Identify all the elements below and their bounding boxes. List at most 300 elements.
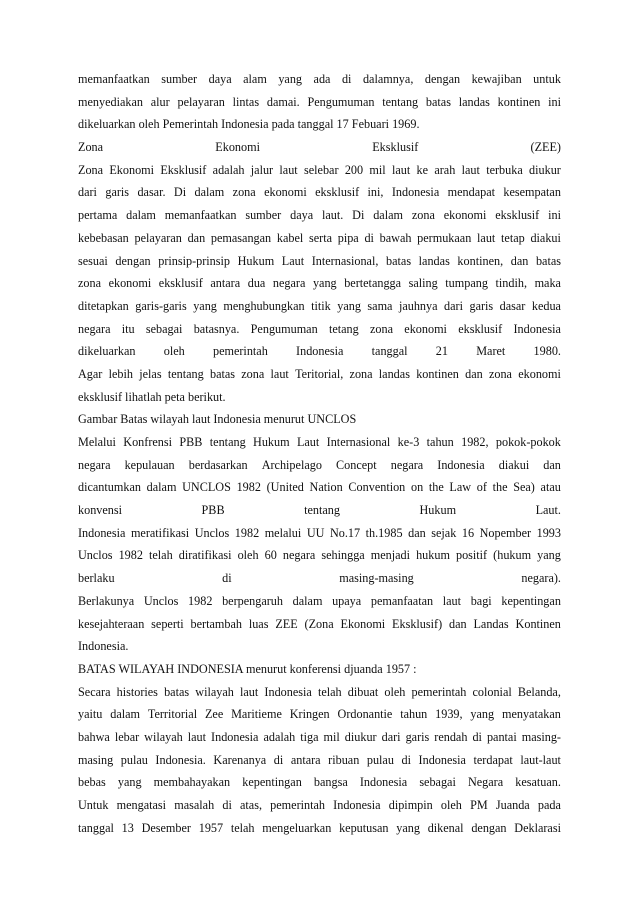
word: masing-masing (339, 571, 414, 586)
word: menghubungkan (223, 298, 305, 313)
word: pelayaran (177, 94, 225, 109)
word: kesempatan (503, 185, 561, 200)
text-line (78, 499, 561, 522)
word: negara (282, 548, 316, 563)
word: tentang (209, 435, 246, 449)
word: arah (434, 162, 456, 177)
word: menjadi (370, 548, 411, 563)
word: telah (317, 684, 342, 699)
word: sesuai (78, 253, 108, 268)
word: pada (537, 798, 561, 812)
word: tahun (426, 435, 454, 449)
word: wilayah (144, 729, 183, 744)
word: atas, (240, 798, 262, 812)
word: dari (444, 298, 463, 313)
word: on (410, 480, 424, 495)
word: keputusan (339, 820, 389, 835)
word: batas (209, 366, 236, 381)
word: menyatakan (501, 707, 561, 722)
word: zona (241, 366, 265, 381)
word: Belanda, (517, 684, 561, 699)
word: diukur (344, 729, 377, 744)
word: Negara (467, 775, 504, 790)
word: Di (173, 185, 187, 200)
word: PBB (201, 503, 225, 518)
word: dan (408, 525, 426, 540)
word: rendah (434, 729, 468, 744)
word: bertetangga (344, 276, 402, 291)
word: Hukum (253, 435, 290, 449)
word: Indonesia (391, 185, 440, 200)
word: dicantumkan (78, 480, 141, 495)
word: yang (278, 72, 303, 86)
word: pantai (486, 729, 517, 744)
word: Unclos (194, 525, 230, 540)
word: pertama (78, 208, 118, 223)
word: dan (465, 366, 483, 381)
word: laut (279, 162, 298, 177)
word: Eksklusif (372, 140, 419, 155)
word: Indonesia (264, 684, 312, 699)
word: (ZEE) (530, 140, 561, 155)
word: tanggal (78, 820, 114, 835)
word: jauhnya (398, 298, 438, 313)
text-line (78, 817, 561, 840)
word: pelayaran (134, 230, 182, 245)
word: Juanda (495, 798, 530, 812)
word: PBB (179, 435, 203, 449)
text-line (78, 590, 561, 613)
word: zona (488, 366, 512, 381)
word: 60 (264, 548, 277, 563)
word: Zona (78, 140, 104, 155)
word: Nopember (479, 525, 532, 540)
word: upaya (332, 593, 362, 608)
word: Law (449, 480, 472, 495)
word: tetap (501, 230, 525, 245)
word: mil (323, 729, 340, 744)
word: th.1985 (365, 525, 403, 540)
word: dibuat (347, 684, 379, 699)
word: ribuan (328, 752, 360, 767)
word: kesatuan. (515, 775, 561, 790)
word: kedua (531, 298, 561, 313)
word: di (472, 729, 482, 744)
word: diakui (530, 230, 561, 245)
word: batas (386, 253, 412, 268)
word: laut. (321, 208, 344, 223)
word: maka (534, 276, 561, 291)
word: sama (367, 298, 393, 313)
word: mendapat (447, 185, 496, 200)
word: Melalui (78, 435, 116, 449)
word: Karenanya (213, 752, 267, 767)
word: tentang (382, 94, 419, 109)
word: kesejahteraan (78, 616, 145, 631)
text-line (78, 681, 561, 704)
word: Deklarasi (514, 820, 561, 835)
word: laut (270, 366, 289, 381)
text-line (78, 431, 561, 454)
word: berpengaruh (222, 593, 283, 608)
word: colonial (472, 684, 512, 699)
word: pemerintah (212, 344, 268, 359)
word: garis (469, 298, 494, 313)
word: seperti (151, 616, 184, 631)
word: pulau (366, 752, 394, 767)
word: Archipelago (261, 457, 322, 472)
word: Internasional, (311, 253, 379, 268)
word: lebar (114, 729, 140, 744)
text-line (78, 318, 561, 341)
text-line (78, 340, 561, 363)
word: Zona (78, 162, 104, 177)
text-line (78, 91, 561, 114)
word: Internasional (326, 435, 391, 449)
word: laut (240, 684, 259, 699)
word: Laut (281, 253, 305, 268)
word: kontinen (497, 94, 541, 109)
word: Concept (336, 457, 377, 472)
word: Laut. (535, 503, 561, 518)
word: No.17 (329, 525, 361, 540)
text-line: Gambar Batas wilayah laut Indonesia menurut UNCLOS (78, 412, 357, 427)
word: di (273, 752, 284, 767)
word: batasnya. (193, 321, 240, 336)
word: Indonesia (359, 775, 408, 790)
word: 1980. (533, 344, 561, 359)
text-line: eksklusif lihatlah peta berikut. (78, 389, 226, 404)
word: 1982, (461, 435, 489, 449)
word: titik (311, 298, 331, 313)
word: kontinen, (457, 253, 504, 268)
word: saling (408, 276, 438, 291)
word: memanfaatkan (78, 72, 150, 86)
word: negara (78, 321, 111, 336)
word: Sea) (513, 480, 535, 495)
word: Hukum (419, 503, 457, 518)
word: di (364, 230, 374, 245)
word: selebar (304, 162, 339, 177)
word: masing- (521, 729, 561, 744)
word: negara (272, 276, 306, 291)
word: laut (477, 230, 496, 245)
word: the (428, 480, 444, 495)
word: of (476, 480, 487, 495)
word: positif (455, 548, 488, 563)
word: Kontinen (515, 616, 561, 631)
word: kepulauan (124, 457, 175, 472)
word: (hukum (493, 548, 532, 563)
word: negara (390, 457, 424, 472)
word: Unclos (78, 548, 113, 563)
word: lintas (232, 94, 260, 109)
word: 1982 (118, 548, 143, 563)
word: tetang (328, 321, 359, 336)
word: Laut (296, 435, 320, 449)
word: Indonesia (418, 752, 466, 767)
word: landas (378, 366, 410, 381)
text-line (78, 250, 561, 273)
word: yang (337, 298, 361, 313)
word: dari (78, 185, 97, 200)
word: dan (187, 230, 206, 245)
word: (Zona (304, 616, 334, 631)
word: masalah (174, 798, 215, 812)
text-line: BATAS WILAYAH INDONESIA menurut konferensi djuanda 1957 : (78, 661, 417, 676)
word: Unclos (143, 593, 179, 608)
word: Eksklusif (160, 162, 207, 177)
word: masing (78, 752, 114, 767)
word: Agar (78, 366, 103, 381)
word: zona (232, 185, 256, 200)
word: ZEE (275, 616, 298, 631)
word: 1957 (198, 820, 224, 835)
word: sejak (431, 525, 457, 540)
word: histories (116, 684, 158, 699)
word: dengan (115, 253, 151, 268)
word: Untuk (78, 798, 109, 812)
word: ada (313, 72, 331, 86)
word: Ordonantie (337, 707, 393, 722)
word: dalam (110, 707, 141, 722)
word: zona (349, 366, 373, 381)
word: Indonesia (333, 798, 381, 812)
word: Maret (476, 344, 506, 359)
word: ini, (367, 185, 384, 200)
word: sumber (161, 72, 198, 86)
word: oleh (384, 684, 406, 699)
word: dan (449, 616, 467, 631)
word: konvensi (78, 503, 123, 518)
word: ekonomi (404, 321, 447, 336)
word: Convention (348, 480, 406, 495)
word: Eksklusif) (392, 616, 443, 631)
word: pemerintah (411, 684, 467, 699)
text-line (78, 703, 561, 726)
word: PM (470, 798, 488, 812)
text-line (78, 136, 561, 159)
word: di (341, 72, 352, 86)
word: 13 (121, 820, 134, 835)
word: zona (370, 321, 394, 336)
word: oleh (237, 548, 259, 563)
word: atau (540, 480, 561, 495)
word: diukur (529, 162, 561, 177)
word: Kringen (289, 707, 330, 722)
word: 16 (461, 525, 475, 540)
text-line (78, 749, 561, 772)
word: dari (381, 729, 401, 744)
word: laut (461, 162, 480, 177)
word: pokok-pokok (495, 435, 561, 449)
word: laut (442, 593, 462, 608)
word: Indonesia. (155, 752, 206, 767)
word: dan (510, 253, 529, 268)
word: oleh (163, 344, 185, 359)
word: diratifikasi (178, 548, 232, 563)
word: Pengumuman (307, 94, 375, 109)
word: negara (78, 457, 111, 472)
text-line (78, 181, 561, 204)
word: batas (535, 253, 561, 268)
word: dikeluarkan (78, 344, 136, 359)
word: pemasangan (210, 230, 272, 245)
word: Maritieme (231, 707, 282, 722)
word: alur (150, 94, 170, 109)
word: meratifikasi (130, 525, 190, 540)
word: eksklusif (495, 208, 540, 223)
word: kewajiban (471, 72, 522, 86)
word: melalui (264, 525, 302, 540)
word: berlaku (78, 571, 115, 586)
word: Indonesia (296, 344, 344, 359)
word: laut-laut (520, 752, 561, 767)
word: untuk (533, 72, 561, 86)
word: di (222, 798, 232, 812)
word: Di (352, 208, 365, 223)
word: the (492, 480, 508, 495)
word: dengan (471, 820, 507, 835)
text-line (78, 159, 561, 182)
word: 200 (344, 162, 364, 177)
word: damai. (266, 94, 300, 109)
word: yang (312, 276, 337, 291)
text-line: dikeluarkan oleh Pemerintah Indonesia pada tanggal 17 Febuari 1969. (78, 117, 420, 132)
word: diakui (498, 457, 530, 472)
word: Ekonomi (215, 140, 260, 155)
word: dan (543, 457, 561, 472)
word: Hukum (237, 253, 275, 268)
word: garis (105, 185, 130, 200)
word: 1982 (236, 480, 261, 495)
word: dikenal (427, 820, 464, 835)
word: telah (230, 820, 255, 835)
text-line (78, 794, 561, 817)
text-line (78, 227, 561, 250)
word: ke (416, 162, 429, 177)
word: tentang (167, 366, 204, 381)
word: bangsa (313, 775, 348, 790)
text-line (78, 363, 561, 386)
word: bertambah (190, 616, 242, 631)
word: pulau (120, 752, 148, 767)
word: terdapat (473, 752, 513, 767)
word: serta (309, 230, 333, 245)
word: lebih (108, 366, 133, 381)
word: dasar (499, 298, 526, 313)
word: pipa (337, 230, 359, 245)
word: dengan (424, 72, 461, 86)
text-line (78, 726, 561, 749)
word: dua (247, 276, 266, 291)
word: laut (187, 729, 207, 744)
word: tiga (300, 729, 319, 744)
word: tahun (400, 707, 428, 722)
word: Zee (204, 707, 224, 722)
word: ini (548, 208, 561, 223)
word: yang (537, 548, 561, 563)
word: Desember (141, 820, 191, 835)
word: Ekonomi (109, 162, 155, 177)
word: 1993 (536, 525, 561, 540)
word: (United (266, 480, 304, 495)
word: dasar. (137, 185, 166, 200)
word: 1982 (188, 593, 213, 608)
word: antara (210, 276, 241, 291)
word: landas (458, 94, 490, 109)
word: mengeluarkan (262, 820, 332, 835)
word: sebagai (419, 775, 456, 790)
word: eksklusif (315, 185, 360, 200)
word: hukum (416, 548, 450, 563)
word: tanggal (371, 344, 408, 359)
word: kebebasan (78, 230, 129, 245)
word: dalam (194, 185, 225, 200)
word: bahwa (78, 729, 110, 744)
word: memanfaatkan (164, 208, 237, 223)
word: Indonesia (211, 729, 259, 744)
word: Secara (78, 684, 111, 699)
word: adalah (212, 162, 245, 177)
word: garis-garis (135, 298, 187, 313)
word: ekonomi (264, 185, 307, 200)
word: batas (164, 684, 190, 699)
word: sebagai (145, 321, 183, 336)
word: Ekonomi (340, 616, 386, 631)
word: bebas (78, 775, 106, 790)
word: dalam (373, 208, 403, 223)
word: UU (306, 525, 325, 540)
word: Nation (309, 480, 343, 495)
word: sehingga (321, 548, 365, 563)
word: eksklusif (458, 321, 503, 336)
text-line (78, 454, 561, 477)
word: UNCLOS (182, 480, 231, 495)
word: itu (121, 321, 135, 336)
word: bawah (379, 230, 412, 245)
word: Landas (473, 616, 509, 631)
word: ekonomi (108, 276, 152, 291)
word: zona (78, 276, 102, 291)
word: batas (425, 94, 451, 109)
word: laut (391, 162, 411, 177)
word: ke-3 (397, 435, 420, 449)
word: 21 (435, 344, 448, 359)
text-line (78, 272, 561, 295)
word: pemanfaatan (370, 593, 434, 608)
document-page (78, 68, 561, 839)
word: antara (290, 752, 321, 767)
word: berdasarkan (188, 457, 248, 472)
text-line (78, 567, 561, 590)
word: adalah (263, 729, 296, 744)
word: terbuka (486, 162, 523, 177)
word: Territorial (147, 707, 198, 722)
word: yang (470, 707, 495, 722)
word: prinsip-prinsip (158, 253, 230, 268)
word: garis (405, 729, 430, 744)
word: oleh (440, 798, 462, 812)
word: yang (396, 820, 420, 835)
word: 1939, (435, 707, 463, 722)
word: daya (290, 208, 314, 223)
word: luas (248, 616, 269, 631)
word: bagi (470, 593, 492, 608)
word: menyediakan (78, 94, 143, 109)
word: dalam (146, 480, 177, 495)
word: Indonesia (78, 525, 126, 540)
